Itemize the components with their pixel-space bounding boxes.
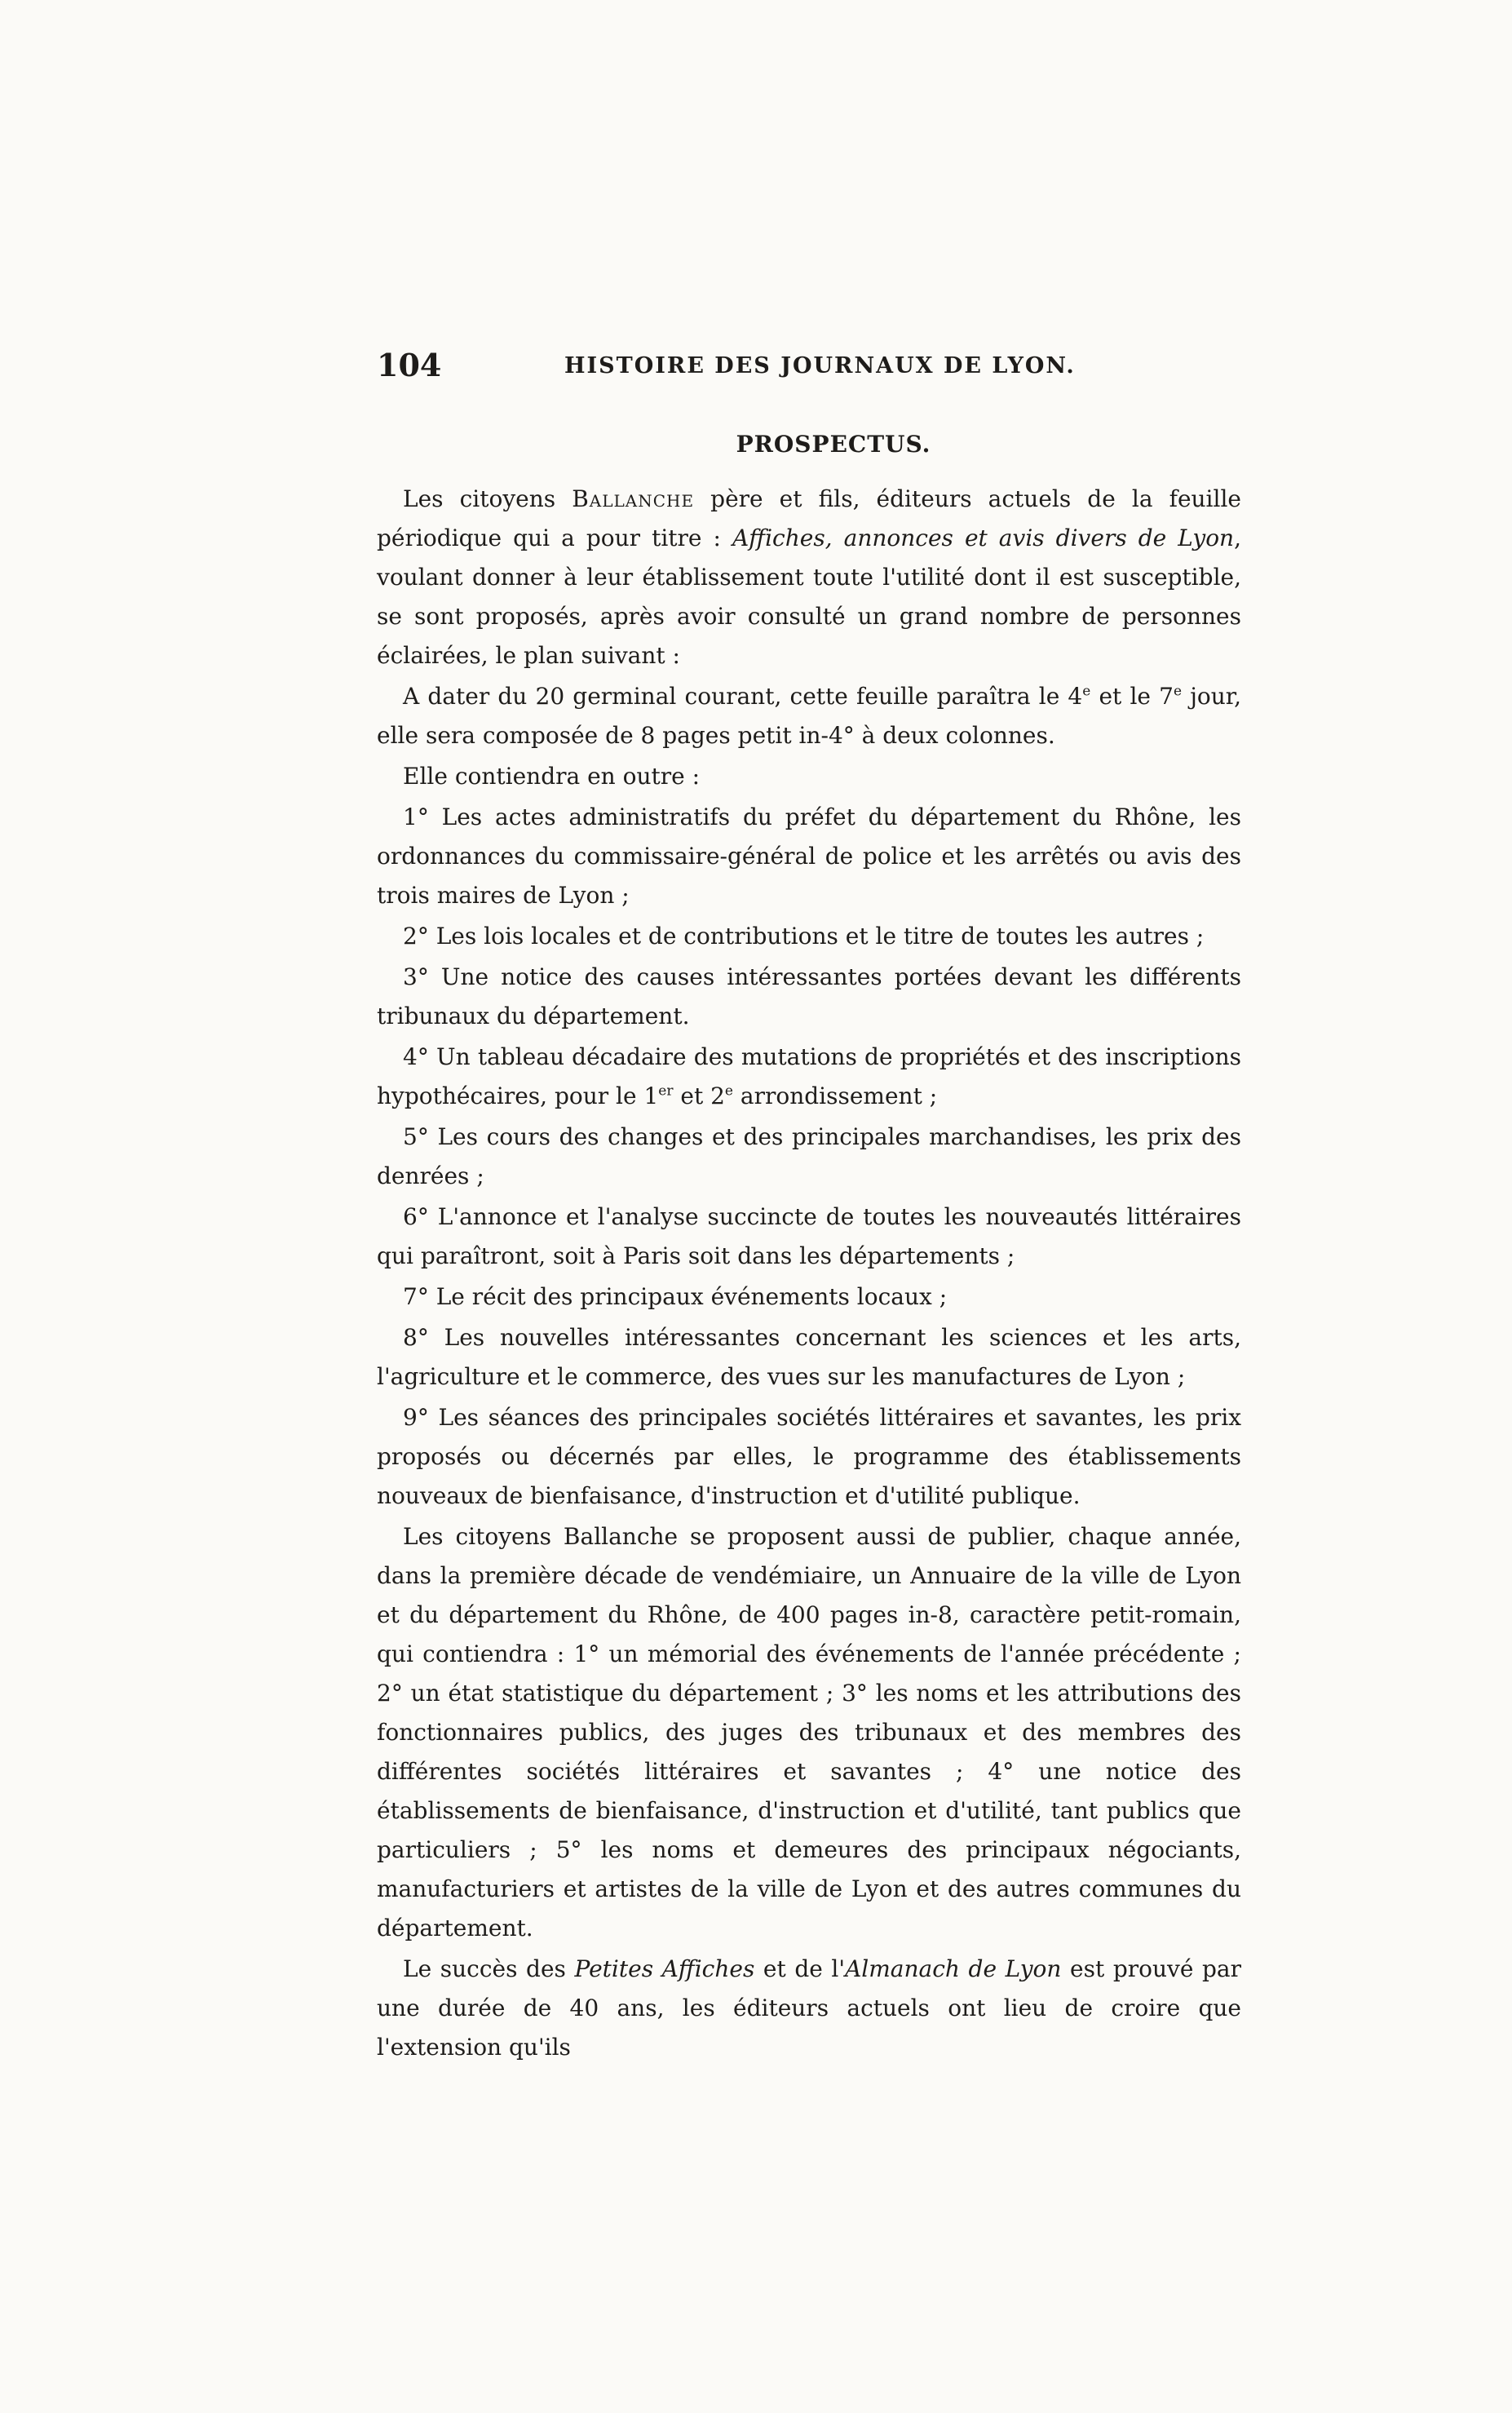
list-item-8: 8° Les nouvelles intéressantes concernant les sciences et les arts, l'agriculture et le commerce, des vues sur les manufactures de Lyon ; bbox=[377, 1324, 1241, 1390]
text-run: , voulant donner à leur établissement toute l'utilité dont il est susceptible, se sont proposés, après avoir consulté un grand nombre de personnes éclairées, le plan suivant : bbox=[377, 525, 1241, 669]
page-header bbox=[377, 347, 1241, 387]
text-run: Le succès des bbox=[403, 1955, 575, 1982]
list-item-7: 7° Le récit des principaux événements locaux ; bbox=[403, 1283, 948, 1310]
section-title: PROSPECTUS. bbox=[736, 431, 931, 458]
superscript: e bbox=[1173, 683, 1183, 700]
superscript: e bbox=[724, 1083, 733, 1100]
list-item-9: 9° Les séances des principales sociétés littéraires et savantes, les prix proposés ou décernés par elles, le programme des établissements nouveaux de bienfaisance, d'instruction et d'utilité publique. bbox=[377, 1404, 1241, 1509]
paragraph-annuaire: Les citoyens Ballanche se proposent aussi de publier, chaque année, dans la première décade de vendémiaire, un Annuaire de la ville de Lyon et du département du Rhône, de 400 pages in-8, caractère petit-romain, qui contiendra : 1° un mémorial des événements de l'année précédente ; 2° un état statistique du département ; 3° les noms et les attributions des fonctionnaires publics, des juges des tribunaux et des membres des différentes sociétés littéraires et savantes ; 4° une notice des établissements de bienfaisance, d'instruction et d'utilité, tant publics que particuliers ; 5° les noms et demeures des principaux négociants, manufacturiers et artistes de la ville de Lyon et des autres communes du département. bbox=[377, 1523, 1241, 1941]
paragraph-success bbox=[377, 1950, 1241, 2067]
text-run: jour, elle sera composée de 8 pages petit in-4° à deux colonnes. bbox=[377, 683, 1241, 749]
text-run: A dater du 20 germinal courant, cette feuille paraîtra le 4 bbox=[403, 683, 1083, 710]
text-run: 4° Un tableau décadaire des mutations de propriétés et des inscriptions hypothécaires, pour le 1 bbox=[377, 1043, 1241, 1109]
body-text bbox=[377, 480, 1241, 2069]
text-run: Les citoyens bbox=[403, 485, 573, 512]
text-run: arrondissement ; bbox=[732, 1083, 938, 1109]
paragraph-intro bbox=[377, 480, 1241, 675]
text-run: et le 7 bbox=[1090, 683, 1174, 710]
running-head: HISTOIRE DES JOURNAUX DE LYON. bbox=[564, 353, 1076, 379]
list-item-5: 5° Les cours des changes et des principales marchandises, les prix des denrées ; bbox=[377, 1123, 1241, 1189]
list-item-6: 6° L'annonce et l'analyse succincte de toutes les nouveautés littéraires qui paraîtront, soit à Paris soit dans les départements ; bbox=[377, 1203, 1241, 1269]
almanac-title: Almanach de Lyon bbox=[845, 1955, 1062, 1982]
periodical-title: Petites Affiches bbox=[574, 1955, 755, 1982]
list-item-2: 2° Les lois locales et de contributions et le titre de toutes les autres ; bbox=[403, 923, 1205, 950]
text-run: et 2 bbox=[673, 1083, 725, 1109]
text-run: père et fils, éditeurs actuels de la feuille périodique qui a pour titre : bbox=[377, 485, 1241, 551]
paragraph-schedule bbox=[377, 677, 1241, 755]
list-item-4 bbox=[377, 1038, 1241, 1116]
superscript: er bbox=[658, 1083, 674, 1100]
text-run: est prouvé par une durée de 40 ans, les éditeurs actuels ont lieu de croire que l'extension qu'ils bbox=[377, 1955, 1241, 2061]
text-run: et de l' bbox=[754, 1955, 846, 1982]
superscript: e bbox=[1082, 683, 1091, 700]
periodical-title: Affiches, annonces et avis divers de Lyon bbox=[732, 525, 1235, 551]
page-number: 104 bbox=[377, 347, 442, 383]
list-item-1: 1° Les actes administratifs du préfet du département du Rhône, les ordonnances du commissaire-général de police et les arrêtés ou avis des trois maires de Lyon ; bbox=[377, 804, 1241, 909]
paragraph-contents-intro: Elle contiendra en outre : bbox=[403, 763, 701, 790]
list-item-3: 3° Une notice des causes intéressantes portées devant les différents tribunaux du département. bbox=[377, 963, 1241, 1029]
publisher-name: Ballanche bbox=[572, 485, 695, 512]
